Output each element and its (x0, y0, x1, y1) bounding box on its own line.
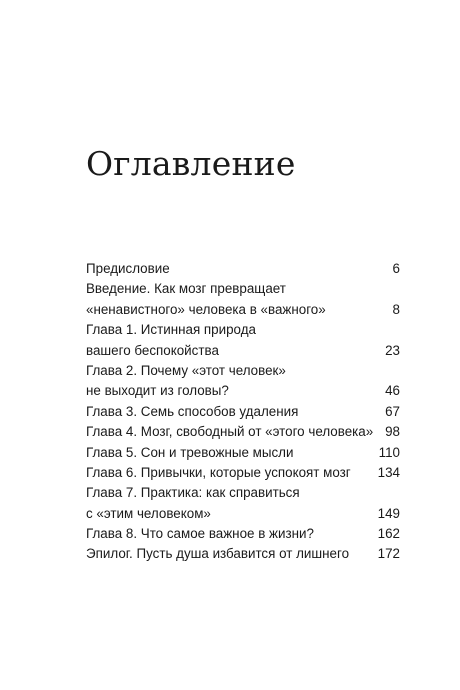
toc-entry (86, 463, 400, 483)
toc-page-number: 110 (378, 444, 400, 460)
toc-entry-title: Глава 7. Практика: как справиться (86, 485, 300, 501)
toc-entry (86, 524, 400, 544)
toc-entry-title: Глава 6. Привычки, которые успокоят мозг (86, 464, 351, 480)
page-title: Оглавление (86, 144, 296, 183)
toc-line (86, 361, 400, 381)
toc-line (86, 524, 400, 544)
table-of-contents (86, 259, 400, 565)
toc-entry (86, 279, 400, 320)
toc-line (86, 544, 400, 564)
toc-line (86, 402, 400, 422)
toc-entry-title: не выходит из головы? (86, 383, 229, 399)
toc-entry-title: с «этим человеком» (86, 505, 211, 521)
toc-line (86, 504, 400, 524)
toc-entry (86, 361, 400, 402)
toc-line (86, 341, 400, 361)
toc-entry-title: вашего беспокойства (86, 342, 219, 358)
toc-line (86, 320, 400, 340)
toc-page-number: 149 (377, 505, 400, 521)
toc-page-number: 172 (377, 546, 400, 562)
toc-line (86, 381, 400, 401)
toc-entry-title: Глава 8. Что самое важное в жизни? (86, 526, 314, 542)
toc-entry-title: Глава 5. Сон и тревожные мысли (86, 444, 294, 460)
toc-entry-title: Глава 2. Почему «этот человек» (86, 362, 286, 378)
toc-line (86, 443, 400, 463)
toc-page-number: 23 (385, 342, 400, 358)
toc-entry (86, 443, 400, 463)
toc-entry (86, 483, 400, 524)
toc-line (86, 463, 400, 483)
toc-entry (86, 402, 400, 422)
toc-entry-title: «ненавистного» человека в «важного» (86, 301, 326, 317)
toc-line (86, 422, 400, 442)
toc-page-number: 46 (385, 383, 400, 399)
toc-page-number: 134 (377, 464, 400, 480)
toc-entry-title: Предисловие (86, 261, 170, 276)
toc-line (86, 259, 400, 279)
toc-page-number: 67 (385, 403, 400, 419)
toc-entry-title: Глава 4. Мозг, свободный от «этого человека» (86, 424, 374, 440)
toc-page-number: 98 (385, 424, 400, 440)
toc-entry-title: Введение. Как мозг превращает (86, 281, 286, 297)
toc-entry-title: Эпилог. Пусть душа избавится от лишнего (86, 546, 350, 562)
toc-page-number: 6 (392, 261, 400, 276)
toc-line (86, 300, 400, 320)
toc-entry (86, 320, 400, 361)
toc-entry (86, 259, 400, 279)
toc-line (86, 279, 400, 299)
toc-page-number: 162 (377, 526, 400, 542)
toc-page-number: 8 (392, 301, 400, 317)
toc-entry (86, 422, 400, 442)
toc-entry-title: Глава 1. Истинная природа (86, 322, 256, 338)
toc-line (86, 483, 400, 503)
toc-entry (86, 544, 400, 564)
toc-entry-title: Глава 3. Семь способов удаления (86, 403, 299, 419)
